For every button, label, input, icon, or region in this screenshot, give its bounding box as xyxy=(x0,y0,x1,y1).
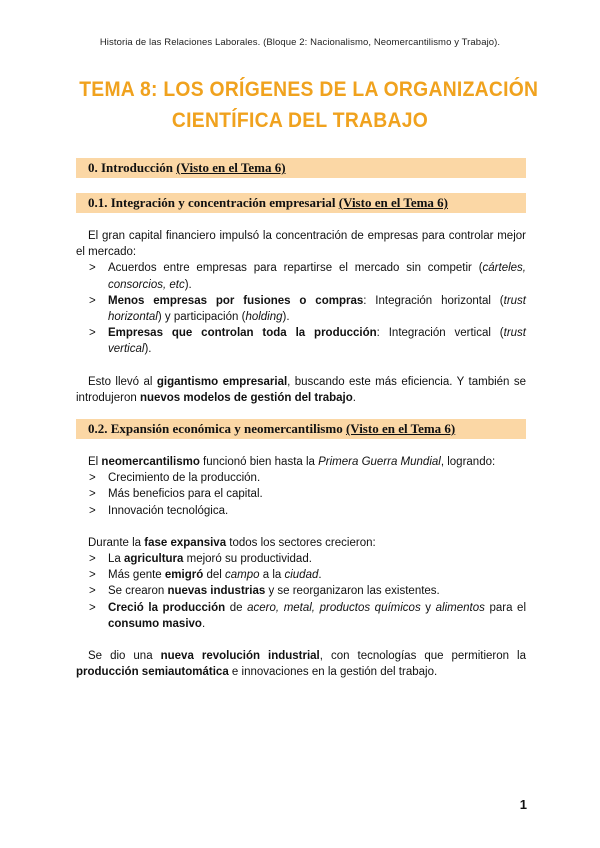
bullet-marker: > xyxy=(89,262,96,275)
list-item: > Crecimiento de la producción. xyxy=(76,470,526,486)
bullet-marker: > xyxy=(89,601,96,614)
section-heading-label: 0.1. Integración y concentración empresarial xyxy=(88,195,339,210)
title-line-1: TEMA 8: LOS ORÍGENES DE LA ORGANIZACIÓN xyxy=(79,78,539,101)
bullet-marker: > xyxy=(89,569,96,582)
paragraph: El gran capital financiero impulsó la concentración de empresas para controlar mejor el mercado: xyxy=(76,230,526,259)
section-heading-link[interactable]: (Visto en el Tema 6) xyxy=(338,195,448,210)
section-heading-expansion xyxy=(76,419,526,439)
list-item: > Más beneficios para el capital. xyxy=(76,486,526,502)
paragraph: Esto llevó al gigantismo empresarial, buscando este más eficiencia. Y también se introdujeron nuevos modelos de gestión del trabajo. xyxy=(76,375,526,404)
page-title xyxy=(79,74,539,136)
section-heading-label: 0. Introducción xyxy=(88,160,177,175)
bullet-marker: > xyxy=(89,327,96,340)
section-heading-label: 0.2. Expansión económica y neomercantilismo xyxy=(88,421,346,436)
section-heading-link[interactable]: (Visto en el Tema 6) xyxy=(176,160,286,175)
list-item: > Innovación tecnológica. xyxy=(76,503,526,519)
section-heading-link[interactable]: (Visto en el Tema 6) xyxy=(345,421,456,436)
paragraph: Durante la fase expansiva todos los sectores crecieron: xyxy=(88,536,376,549)
paragraph: El neomercantilismo funcionó bien hasta la Primera Guerra Mundial, logrando: xyxy=(88,456,496,468)
list-item: > Menos empresas por fusiones o compras: Integración horizontal (trust horizontal) y participación (holding). xyxy=(89,294,526,324)
list-item: > Creció la producción de acero, metal, productos químicos y alimentos para el consumo masivo. xyxy=(89,601,527,630)
bullet-list xyxy=(76,470,526,519)
bullet-marker: > xyxy=(89,504,96,517)
list-item: > Acuerdos entre empresas para repartirse el mercado sin competir (cárteles, consorcios, etc). xyxy=(89,262,526,291)
paragraph: Se dio una nueva revolución industrial, con tecnologías que permitieron la producción semiautomática e innovaciones en la gestión del trabajo. xyxy=(76,650,526,679)
bullet-marker: > xyxy=(89,294,96,307)
running-header: Historia de las Relaciones Laborales. (Bloque 2: Nacionalismo, Neomercantilismo y Trabajo). xyxy=(99,37,501,48)
list-item: > Empresas que controlan toda la producción: Integración vertical (trust vertical). xyxy=(89,327,526,356)
bullet-marker: > xyxy=(89,553,96,566)
section-02-body xyxy=(76,454,526,680)
list-item: > Más gente emigró del campo a la ciudad. xyxy=(76,567,526,583)
bullet-list xyxy=(76,551,526,632)
list-item: > La agricultura mejoró su productividad. xyxy=(76,551,526,567)
bullet-marker: > xyxy=(89,472,96,485)
bullet-marker: > xyxy=(89,585,96,598)
bullet-list xyxy=(76,260,526,357)
list-item: > Se crearon nuevas industrias y se reorganizaron las existentes. xyxy=(76,583,526,599)
section-heading-integracion xyxy=(76,193,526,213)
section-01-body xyxy=(76,228,526,406)
title-line-2: CIENTÍFICA DEL TRABAJO xyxy=(171,109,429,132)
page-number: 1 xyxy=(519,797,527,812)
bullet-marker: > xyxy=(89,488,96,501)
section-heading-introduccion xyxy=(76,158,526,178)
